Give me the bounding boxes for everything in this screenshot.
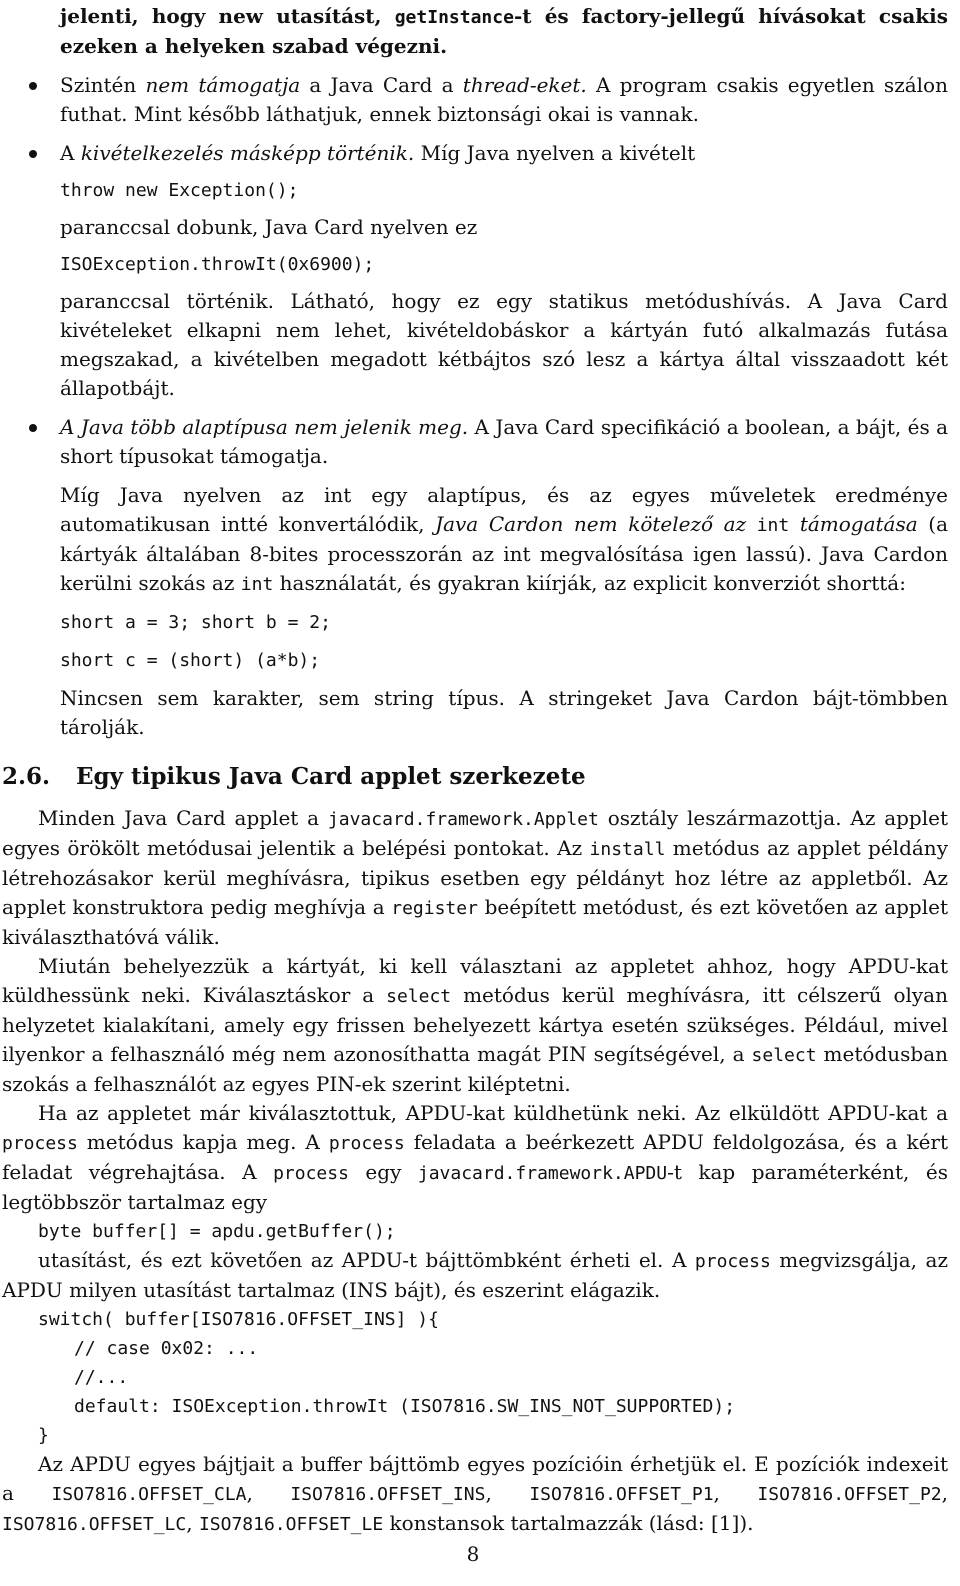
bullet-icon (29, 424, 37, 432)
bullet-text: paranccsal történik. Látható, hogy ez egy statikus metódushívás. A Java Card kivételeket elkapni nem lehet, kivételdobáskor a kártyán futó alkalmazás futása megszakad, a kivételben megadott kétbájtos szó lesz a kártya által visszaadott két állapotbájt. (60, 289, 948, 400)
code-line: short c = (short) (a*b); (60, 650, 321, 671)
intro-paragraph: jelenti, hogy new utasítást, getInstance-t és factory-jellegű hívásokat csakis ezeken a helyeken szabad végezni. (60, 4, 948, 58)
code-line: default: ISOException.throwIt (ISO7816.SW_INS_NOT_SUPPORTED); (74, 1396, 736, 1417)
code-line: //... (74, 1367, 129, 1388)
bullet-item-types (2, 413, 948, 742)
bullet-text: Szintén nem támogatja a Java Card a thread-eket. A program csakis egyetlen szálon futhat. Mint később láthatjuk, ennek biztonsági okai is vannak. (60, 73, 948, 126)
bullet-text: Míg Java nyelven az int egy alaptípus, és az egyes műveletek eredménye automatikusan intté konvertálódik, Java Cardon nem kötelező az int támogatása (a kártyák általában 8-bites processzorán az int megvalósítása igen lassú). Java Cardon kerülni szokás az int használatát, és gyakran kiírják, az explicit konverziót shorttá: (60, 483, 949, 595)
paragraph-select: Miután behelyezzük a kártyát, ki kell választani az appletet ahhoz, hogy APDU-kat küldhessünk neki. Kiválasztáskor a select metódus kerül meghívásra, itt célszerű olyan helyzetet kialakítani, amely egy frissen behelyezett kártya esetén szükséges. Például, mivel ilyenkor a felhasználó még nem azonosíthatta magát PIN segítségével, a select metódusban szokás a felhasználót az egyes PIN-ek szerint kiléptetni. (2, 954, 948, 1096)
code-block-buffer (2, 1217, 948, 1246)
code-line: // case 0x02: ... (74, 1338, 259, 1359)
code-line: byte buffer[] = apdu.getBuffer(); (38, 1221, 396, 1242)
code-line: } (38, 1425, 49, 1446)
document-page (2, 0, 948, 1539)
code-block-switch (2, 1305, 948, 1450)
section-heading (2, 762, 948, 792)
bullet-text: paranccsal dobunk, Java Card nyelven ez (60, 215, 478, 239)
paragraph-process: Ha az appletet már kiválasztottuk, APDU-kat küldhetünk neki. Az elküldött APDU-kat a process metódus kapja meg. A process feladata a beérkezett APDU feldolgozása, és a kért feladat végrehajtása. A process egy javacard.framework.APDU-t kap paraméterként, és legtöbbször tartalmaz egy (2, 1101, 948, 1214)
inline-code: getInstance (394, 7, 514, 28)
bullet-item-exception (2, 139, 948, 403)
code-line: ISOException.throwIt(0x6900); (60, 254, 375, 275)
section-title: Egy tipikus Java Card applet szerkezete (76, 763, 586, 790)
bullet-item-thread (2, 71, 948, 129)
bullet-text: Nincsen sem karakter, sem string típus. A stringeket Java Cardon bájt-tömbben tárolják. (60, 686, 948, 739)
paragraph-applet: Minden Java Card applet a javacard.framework.Applet osztály leszármazottja. Az applet egyes örökölt metódusai jelentik a belépési pontokat. Az install metódus az applet példány létrehozásakor kerül meghívásra, tipikus esetben egy példányt hoz létre az appletből. Az applet konstruktora pedig meghívja a register beépített metódust, és ezt követően az applet kiválaszthatóvá válik. (2, 806, 949, 949)
bullet-icon (29, 150, 37, 158)
code-line: short a = 3; short b = 2; (60, 612, 331, 633)
page-number: 8 (466, 1542, 480, 1566)
paragraph-offsets: Az APDU egyes bájtjait a buffer bájttömb egyes pozícióin érhetjük el. E pozíciók indexeit a ISO7816.OFFSET_CLA, ISO7816.OFFSET_INS, ISO7816.OFFSET_P1, ISO7816.OFFSET_P2, ISO7816.OFFSET_LC, ISO7816.OFFSET_LE konstansok tartalmazzák (lásd: [1]). (2, 1452, 948, 1535)
section-number: 2.6. (2, 763, 51, 790)
code-line: throw new Exception(); (60, 180, 299, 201)
bullet-text: A Java több alaptípusa nem jelenik meg. A Java Card specifikáció a boolean, a bájt, és a short típusokat támogatja. (60, 415, 948, 468)
paragraph-instruction: utasítást, és ezt követően az APDU-t bájttömbként érheti el. A process megvizsgálja, az APDU milyen utasítást tartalmaz (INS bájt), és eszerint elágazik. (2, 1248, 948, 1302)
code-line: switch( buffer[ISO7816.OFFSET_INS] ){ (38, 1309, 439, 1330)
bullet-icon (29, 82, 37, 90)
bullet-text: A kivételkezelés másképp történik. Míg Java nyelven a kivételt (60, 141, 696, 165)
